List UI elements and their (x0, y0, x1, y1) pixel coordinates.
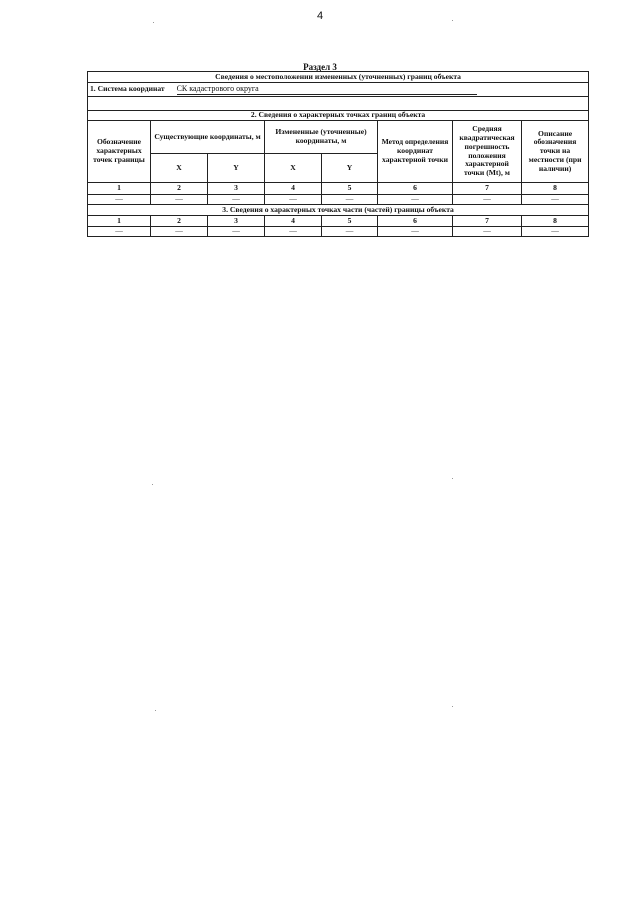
part2-data-row (88, 195, 589, 205)
table-cell: — (322, 195, 378, 205)
col-num: 8 (522, 216, 589, 227)
col-num: 2 (151, 216, 208, 227)
scan-speck (152, 484, 153, 485)
header-changed-coords: Измененные (уточненные) координаты, м (265, 121, 378, 154)
table-cell: — (88, 227, 151, 237)
scan-speck (452, 706, 453, 707)
col-num: 3 (208, 216, 265, 227)
col-num: 8 (522, 183, 589, 195)
table-cell: — (522, 195, 589, 205)
column-numbers-row (88, 183, 589, 195)
boundary-table (87, 71, 589, 237)
table-cell: — (88, 195, 151, 205)
col-num: 7 (453, 183, 522, 195)
header-description: Описание обозначения точки на местности (при наличии) (522, 121, 589, 183)
header-designation: Обозначение характерных точек границы (88, 121, 151, 183)
table-cell: — (378, 227, 453, 237)
table-cell: — (265, 227, 322, 237)
header-changed-y: Y (322, 154, 378, 183)
header-method: Метод определения координат характерной точки (378, 121, 453, 183)
page-number: 4 (316, 10, 324, 22)
col-num: 6 (378, 216, 453, 227)
table-cell: — (151, 195, 208, 205)
table-cell: — (378, 195, 453, 205)
table-title: Сведения о местоположении измененных (уточненных) границ объекта (88, 72, 589, 83)
table-cell: — (208, 227, 265, 237)
column-numbers-row (88, 216, 589, 227)
table-cell: — (322, 227, 378, 237)
header-existing-x: X (151, 154, 208, 183)
col-num: 3 (208, 183, 265, 195)
table-cell: — (453, 227, 522, 237)
table-cell: — (453, 195, 522, 205)
col-num: 1 (88, 183, 151, 195)
header-error: Средняя квадратическая погрешность положения характерной точки (Mt), м (453, 121, 522, 183)
col-num: 4 (265, 216, 322, 227)
spacer-row (88, 97, 589, 111)
col-num: 2 (151, 183, 208, 195)
scan-speck (452, 20, 453, 21)
section-title: Раздел 3 (303, 62, 337, 72)
col-num: 4 (265, 183, 322, 195)
col-num: 6 (378, 183, 453, 195)
col-num: 7 (453, 216, 522, 227)
part2-title: 2. Сведения о характерных точках границ объекта (88, 111, 589, 121)
table-cell: — (265, 195, 322, 205)
table-cell: — (522, 227, 589, 237)
part3-title: 3. Сведения о характерных точках части (частей) границы объекта (88, 205, 589, 216)
coord-system-label: 1. Система координат (90, 84, 165, 94)
table-cell: — (151, 227, 208, 237)
scan-speck (153, 22, 154, 23)
col-num: 5 (322, 183, 378, 195)
col-num: 1 (88, 216, 151, 227)
table-cell: — (208, 195, 265, 205)
coord-system-value: СК кадастрового округа (177, 84, 477, 94)
header-changed-x: X (265, 154, 322, 183)
header-existing-coords: Существующие координаты, м (151, 121, 265, 154)
col-num: 5 (322, 216, 378, 227)
scan-speck (155, 710, 156, 711)
part3-data-row (88, 227, 589, 237)
coord-system-row (88, 83, 589, 97)
header-existing-y: Y (208, 154, 265, 183)
scan-speck (452, 478, 453, 479)
